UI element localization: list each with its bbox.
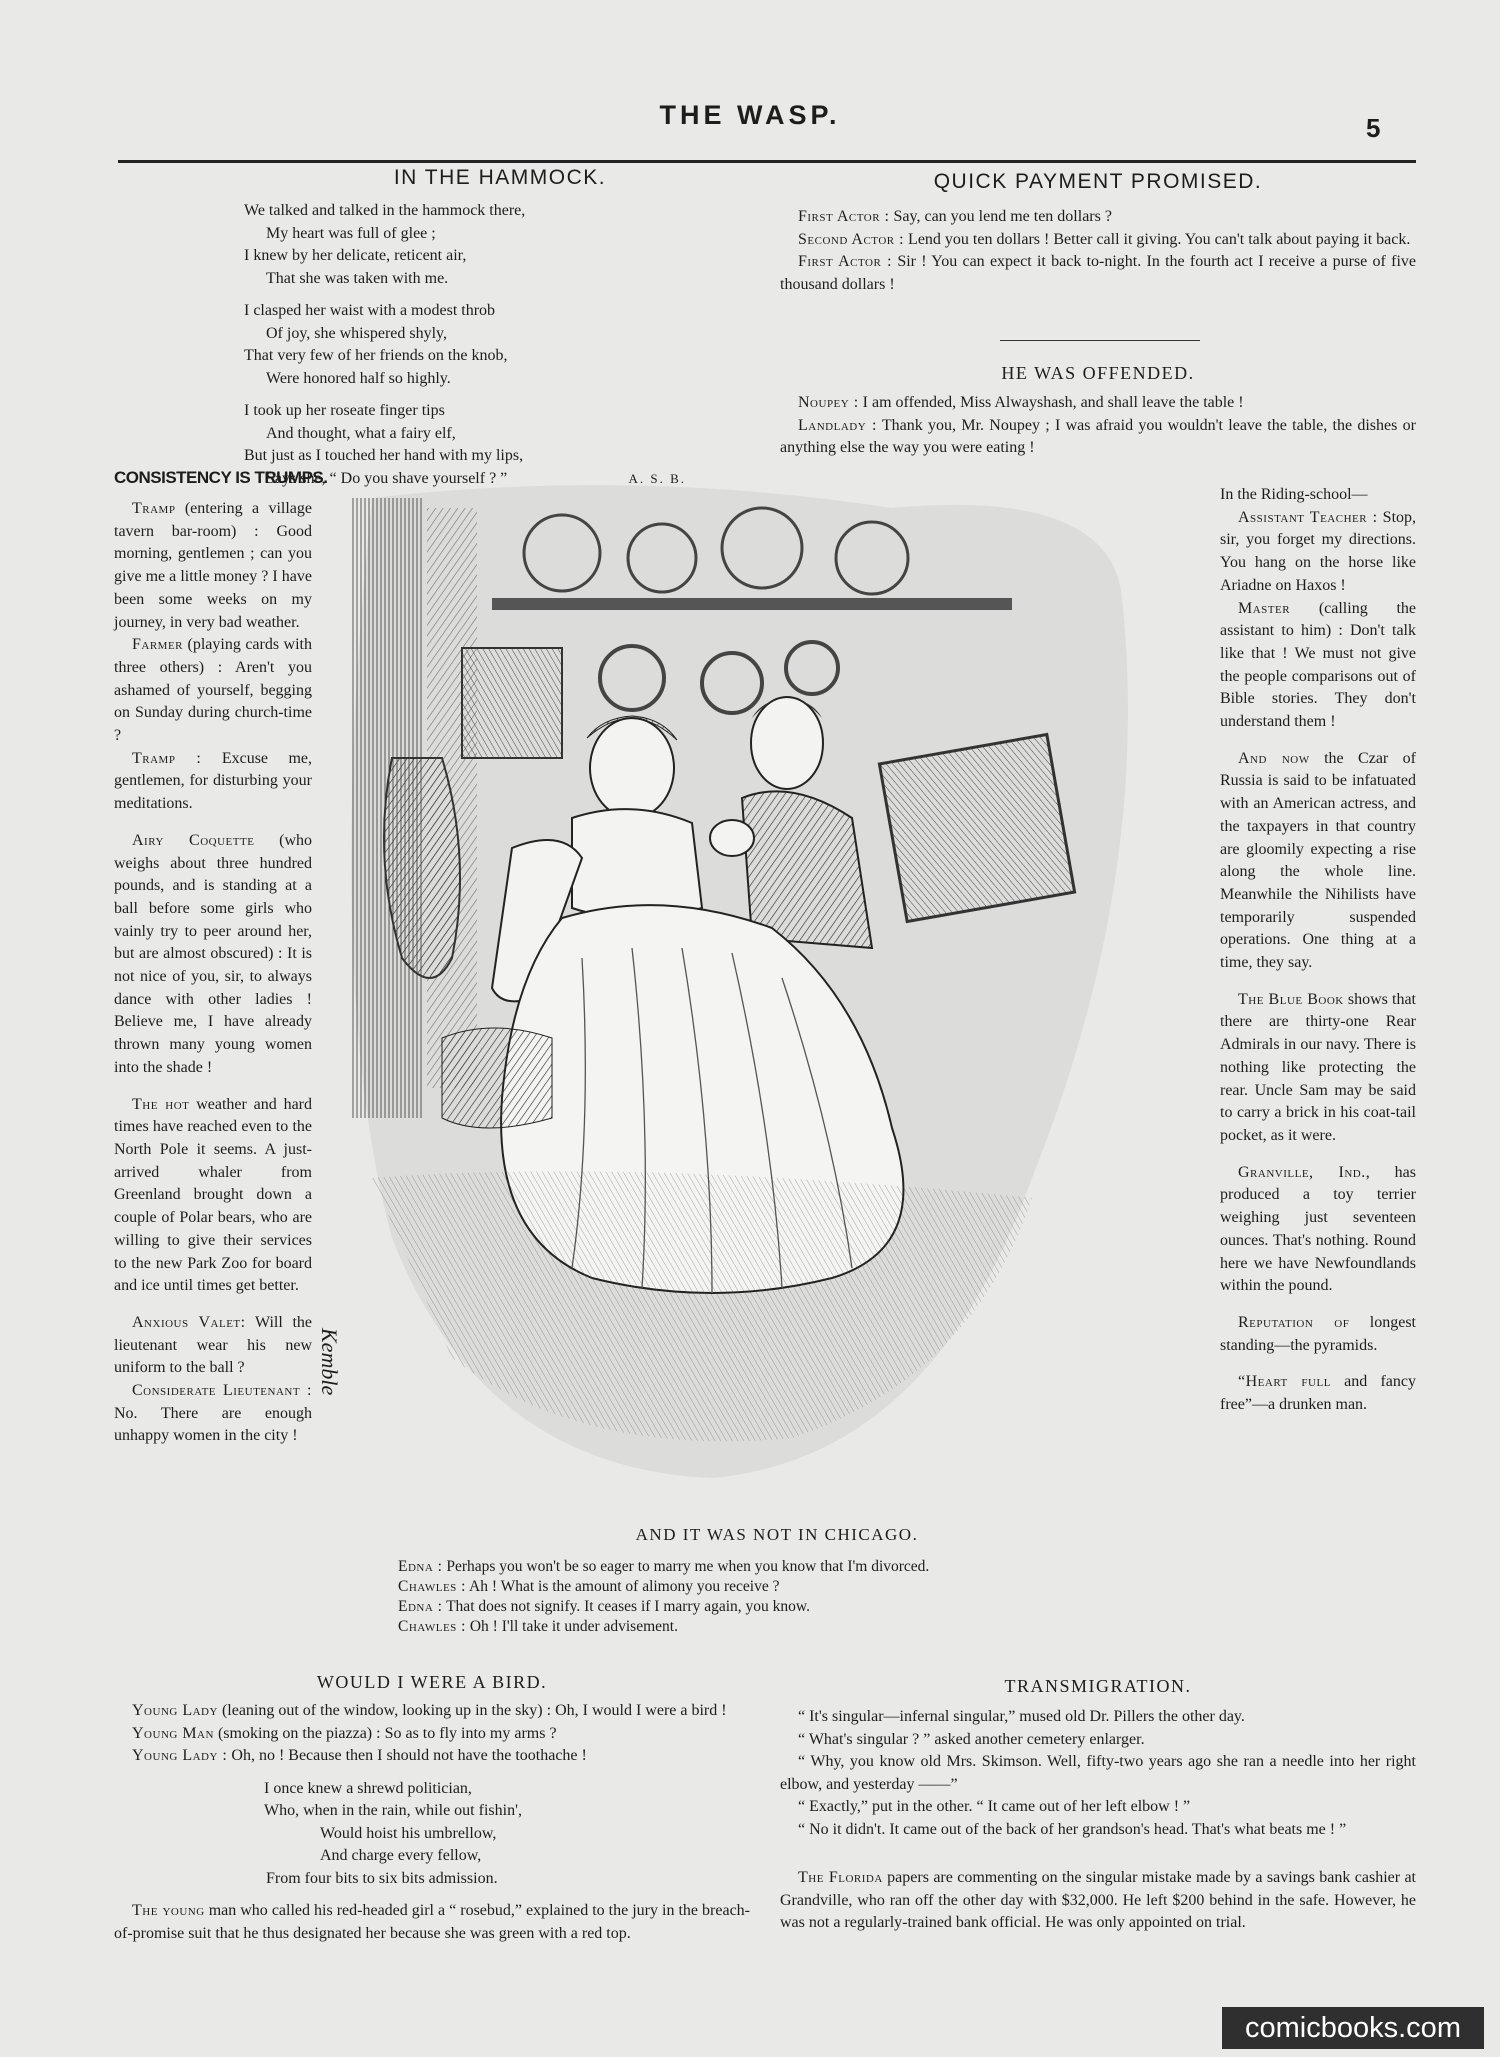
caption-dialogue <box>398 1557 1158 1637</box>
dialogue-line <box>114 1723 750 1746</box>
verse-line: I clasped her waist with a modest throb <box>244 302 496 319</box>
paragraph-text: has produced a toy terrier weighing just seventeen ounces. That's nothing. Round here we have Newfoundlands within the pound. <box>1220 1163 1416 1295</box>
dialogue-line <box>780 206 1416 229</box>
bird-verse <box>264 1778 750 1891</box>
paragraph-text: Will the lieutenant wear his new uniform to the ball ? <box>114 1313 312 1377</box>
dialogue-line <box>780 229 1416 252</box>
paragraph <box>114 498 312 634</box>
paragraph-text: (entering a village tavern bar-room) : Good morning, gentlemen ; can you give me a little money ? I have been some weeks on my journey, in very bad weather. <box>114 500 313 631</box>
dialogue-line <box>398 1597 1158 1617</box>
verse-line: Of joy, she whispered shyly, <box>266 324 448 342</box>
paragraph <box>114 1900 750 1945</box>
lead-in: Farmer <box>132 636 184 654</box>
speaker: Young Man <box>132 1724 214 1742</box>
stanza <box>244 300 664 390</box>
dialogue-text: Sir ! You can expect it back to-night. In the fourth act I receive a purse of five thousand dollars ! <box>780 253 1417 293</box>
paragraph <box>1220 1162 1416 1298</box>
verse-line: I knew by her delicate, reticent air, <box>244 247 467 264</box>
paragraph: “ What's singular ? ” asked another cemetery enlarger. <box>798 1730 1145 1748</box>
verse-line: Who, when in the rain, while out fishin', <box>264 1802 522 1819</box>
paragraph-text: No. There are enough unhappy women in the city ! <box>114 1404 312 1445</box>
verse-line: And charge every fellow, <box>320 1847 482 1864</box>
lead-in: The young <box>132 1902 205 1919</box>
speaker: Chawles : <box>398 1618 466 1635</box>
hammock-title: IN THE HAMMOCK. <box>393 166 607 189</box>
paragraph <box>1220 748 1416 975</box>
illustration-caption: AND IT WAS NOT IN CHICAGO. <box>635 1525 919 1544</box>
masthead-rule <box>118 160 1416 163</box>
paragraph <box>114 748 312 816</box>
dialogue-line <box>114 1700 750 1723</box>
dialogue-line <box>398 1577 1158 1597</box>
dialogue-text: I am offended, Miss Alwayshash, and shall leave the table ! <box>862 394 1244 411</box>
paragraph-text: papers are commenting on the singular mistake made by a savings bank cashier at Grandville, who ran off the other day with $32,000. He left $200 behind in the safe. However, he was not a regularly-trained bank official. He was only appointed on trial. <box>780 1869 1417 1931</box>
masthead-title: THE WASP. <box>659 100 841 130</box>
verse-line: Would hoist his umbrellow, <box>320 1824 497 1842</box>
dialogue-text: (leaning out of the window, looking up in the sky) : Oh, I would I were a bird ! <box>221 1702 727 1719</box>
lead-in: Master <box>1238 599 1291 617</box>
verse-text: Says she, “ Do you shave yourself ? ” <box>266 469 508 487</box>
paragraph-text: (who weighs about three hundred pounds, and is standing at a ball before some girls who vainly try to peer around her, but are almost obscured) : It is not nice of you, sir, to always dance with other ladies ! Believe me, I have already thrown many young women into the shade ! <box>114 831 312 1076</box>
paragraph <box>1220 1312 1416 1357</box>
lead-in: The Blue Book <box>1238 990 1344 1008</box>
paragraph <box>114 1312 312 1380</box>
verse-line: I once knew a shrewd politician, <box>264 1779 472 1797</box>
paragraph-text: man who called his red-headed girl a “ rosebud,” explained to the jury in the breach-of-promise suit that he thus designated her because she was green with a red top. <box>114 1902 751 1942</box>
lead-in: Reputation of <box>1238 1313 1350 1331</box>
consistency-title: CONSISTENCY IS TRUMPS. <box>114 468 328 487</box>
page-number: 5 <box>1366 113 1381 143</box>
consistency-body <box>114 498 312 1448</box>
paragraph-text: Excuse me, gentlemen, for disturbing your meditations. <box>114 749 313 813</box>
speaker: Edna : <box>398 1558 443 1575</box>
dialogue-text: (smoking on the piazza) : So as to fly into my arms ? <box>217 1724 557 1742</box>
paragraph <box>1220 484 1416 507</box>
speaker: Young Lady : <box>132 1747 228 1764</box>
paragraph <box>114 634 312 748</box>
paragraph-text: the Czar of Russia is said to be infatuated with an American actress, and the taxpayers in that country are gloomily expecting a rise along the whole line. Meanwhile the Nihilists have temporarily suspended operations. One thing at a time, they say. <box>1220 749 1417 972</box>
transmigration-title: TRANSMIGRATION. <box>1004 1676 1192 1696</box>
section-divider <box>1000 340 1200 341</box>
lead-in: Assistant Teacher : <box>1238 508 1378 526</box>
site-watermark: comicbooks.com <box>1222 2007 1484 2049</box>
verse-line: And thought, what a fairy elf, <box>266 424 456 442</box>
dialogue-line <box>114 1745 750 1768</box>
bird-title: WOULD I WERE A BIRD. <box>316 1672 548 1692</box>
lead-in: And now <box>1238 749 1310 767</box>
paragraph <box>1220 989 1416 1148</box>
verse-line: That she was taken with me. <box>266 269 449 287</box>
verse-line: I took up her roseate finger tips <box>244 402 445 419</box>
paragraph-text: longest standing—the pyramids. <box>1220 1313 1416 1354</box>
offended-body <box>780 392 1416 460</box>
quick-payment-body <box>780 206 1416 296</box>
speaker: Noupey : <box>798 394 859 411</box>
speaker: Edna : <box>398 1598 443 1615</box>
verse-line: But just as I touched her hand with my lips, <box>244 447 524 464</box>
speaker: Second Actor : <box>798 230 905 248</box>
paragraph-text: and fancy free”—a drunken man. <box>1220 1373 1417 1414</box>
engraving-drawing <box>332 478 1222 1508</box>
speaker: Chawles : <box>398 1578 466 1595</box>
dialogue-text: That does not signify. It ceases if I marry again, you know. <box>446 1598 810 1615</box>
lead-in: The Florida <box>798 1869 883 1886</box>
lead-in: The hot <box>132 1095 190 1113</box>
dialogue-text: Perhaps you won't be so eager to marry me when you know that I'm divorced. <box>446 1558 930 1575</box>
lead-in: Airy Coquette <box>132 831 255 849</box>
bird-body <box>114 1700 750 1945</box>
lead-in: Considerate Lieutenant : <box>132 1382 312 1400</box>
paragraph-text: Stop, sir, you forget my directions. You hang on the horse like Ariadne on Haxos ! <box>1220 508 1417 594</box>
dialogue-line <box>780 251 1416 296</box>
dialogue-line <box>398 1617 1158 1637</box>
dialogue-text: Lend you ten dollars ! Better call it giving. You can't talk about paying it back. <box>908 230 1411 248</box>
hammock-poem <box>244 200 686 490</box>
verse-line: We talked and talked in the hammock there, <box>244 202 526 219</box>
artist-signature: Kemble <box>317 1328 342 1396</box>
lead-in: Tramp <box>132 500 176 517</box>
dialogue-text: Oh, no ! Because then I should not have the toothache ! <box>231 1747 587 1764</box>
paragraph: “ Why, you know old Mrs. Skimson. Well, fifty-two years ago she ran a needle into her right elbow, and yesterday ——” <box>780 1753 1416 1793</box>
paragraph-text: (calling the assistant to him) : Don't talk like that ! We must not give the people comparisons out of Bible stories. They don't understand them ! <box>1220 599 1416 731</box>
paragraph-text: (playing cards with three others) : Aren't you ashamed of yourself, begging on Sunday during church-time ? <box>114 636 312 745</box>
paragraph <box>114 1380 312 1448</box>
speaker: First Actor : <box>798 253 893 270</box>
paragraph <box>1220 507 1416 598</box>
dialogue-text: Thank you, Mr. Noupey ; I was afraid you wouldn't leave the table, the dishes or anything else the way you were eating ! <box>780 416 1416 456</box>
speaker: Landlady : <box>798 416 877 434</box>
verse-line: My heart was full of glee ; <box>266 224 436 242</box>
dialogue-text: Ah ! What is the amount of alimony you receive ? <box>469 1578 780 1595</box>
transmigration-body <box>780 1706 1416 1935</box>
paragraph <box>780 1867 1416 1935</box>
dialogue-line <box>780 415 1416 460</box>
dialogue-line <box>398 1557 1158 1577</box>
lead-in: Anxious Valet: <box>132 1313 246 1331</box>
paragraph: “ No it didn't. It came out of the back of her grandson's head. That's what beats me ! ” <box>798 1820 1347 1838</box>
verse-line: That very few of her friends on the knob, <box>244 347 508 364</box>
speaker: First Actor : <box>798 208 890 225</box>
lead-in: Tramp : <box>132 749 202 767</box>
paragraph <box>1220 1371 1416 1416</box>
lead-in: “Heart full <box>1238 1373 1331 1391</box>
verse-line: From four bits to six bits admission. <box>266 1869 498 1887</box>
stanza <box>244 200 664 290</box>
paragraph <box>1220 598 1416 734</box>
paragraph-text: weather and hard times have reached even to the North Pole it seems. A just-arrived whaler from Greenland brought down a couple of Polar bears, who are willing to give their services to the new Park Zoo for board and ice until times get better. <box>114 1095 313 1295</box>
lead-in: Granville, Ind., <box>1238 1163 1371 1181</box>
poem-signature: A. S. B. <box>628 470 686 486</box>
verse-line: Were honored half so highly. <box>266 369 451 387</box>
illustration <box>317 478 1222 1508</box>
paragraph-text: shows that there are thirty-one Rear Admirals in our navy. There is nothing like protecting the rear. Uncle Sam may be said to carry a brick in his coat-tail pocket, as it were. <box>1220 990 1416 1144</box>
right-column <box>1220 484 1416 1417</box>
dialogue-line <box>780 392 1416 415</box>
dialogue-text: Say, can you lend me ten dollars ? <box>893 208 1112 225</box>
paragraph-text: In the Riding-school— <box>1220 486 1368 503</box>
paragraph: “ It's singular—infernal singular,” mused old Dr. Pillers the other day. <box>798 1708 1245 1725</box>
paragraph <box>114 1094 312 1298</box>
dialogue-text: Oh ! I'll take it under advisement. <box>469 1618 678 1635</box>
offended-title: HE WAS OFFENDED. <box>1001 363 1195 383</box>
quick-payment-title: QUICK PAYMENT PROMISED. <box>933 170 1263 193</box>
paragraph: “ Exactly,” put in the other. “ It came out of her left elbow ! ” <box>798 1798 1191 1815</box>
paragraph <box>114 830 312 1080</box>
speaker: Young Lady <box>132 1702 218 1719</box>
